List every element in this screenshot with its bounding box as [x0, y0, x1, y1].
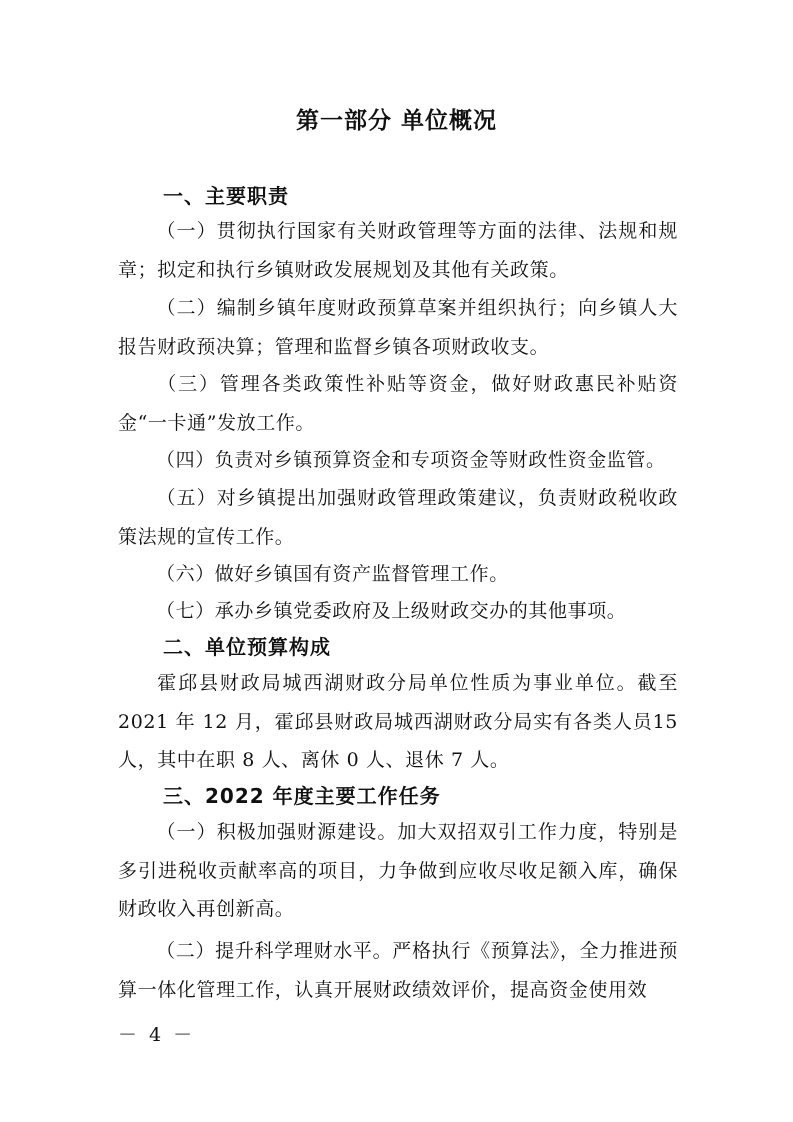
section-heading-duties: 一、主要职责: [163, 184, 289, 208]
paragraph: （二）编制乡镇年度财政预算草案并组织执行；向乡镇人大报告财政预决算；管理和监督乡镇各项财政收支。: [118, 297, 678, 358]
paragraph: （一）积极加强财源建设。加大双招双引工作力度，特别是多引进税收贡献率高的项目，力争做到应收尽收足额入库，确保财政收入再创新高。: [118, 821, 678, 920]
section-heading-tasks: 三、2022 年度主要工作任务: [163, 784, 441, 808]
page-title: 第一部分 单位概况: [295, 108, 497, 134]
paragraph: （二）提升科学理财水平。严格执行《预算法》，全力推进预算一体化管理工作，认真开展财政绩效评价，提高资金使用效: [118, 940, 678, 1001]
paragraph: （四）负责对乡镇预算资金和专项资金等财政性资金监管。: [156, 449, 666, 471]
page-number: － 4 －: [118, 1024, 196, 1046]
paragraph: （三）管理各类政策性补贴等资金，做好财政惠民补贴资金“一卡通”发放工作。: [118, 373, 678, 434]
paragraph: （六）做好乡镇国有资产监督管理工作。: [156, 563, 509, 585]
paragraph: （一）贯彻执行国家有关财政管理等方面的法律、法规和规章；拟定和执行乡镇财政发展规划及其他有关政策。: [118, 220, 678, 281]
paragraph: 霍邱县财政局城西湖财政分局单位性质为事业单位。截至2021 年 12 月，霍邱县财政局城西湖财政分局实有各类人员15 人，其中在职 8 人、离休 0 人、退休 7 人。: [118, 672, 678, 771]
section-heading-budget: 二、单位预算构成: [163, 635, 331, 659]
paragraph: （五）对乡镇提出加强财政管理政策建议，负责财政税收政策法规的宣传工作。: [118, 487, 678, 548]
paragraph: （七）承办乡镇党委政府及上级财政交办的其他事项。: [156, 600, 627, 622]
